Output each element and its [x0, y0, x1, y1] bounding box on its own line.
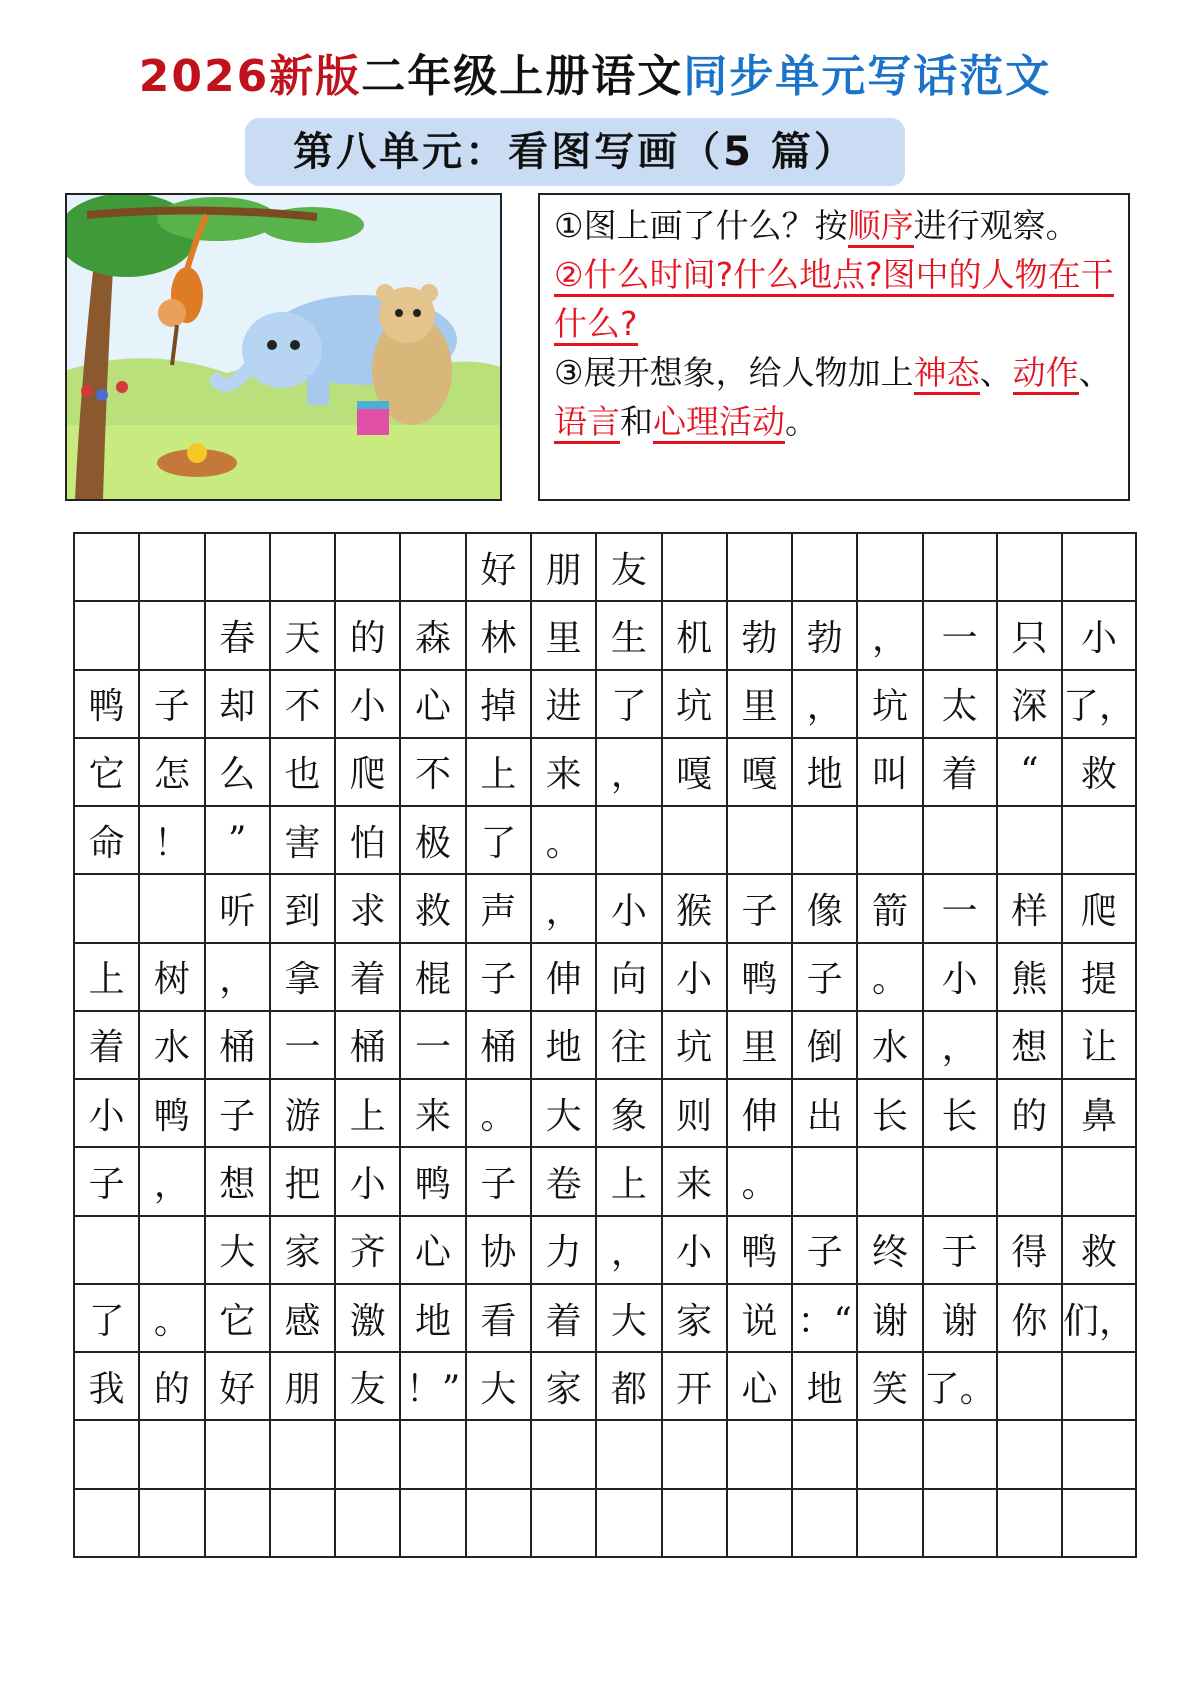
grid-cell: 把	[271, 1148, 336, 1216]
grid-cell	[206, 1421, 271, 1489]
grid-cell: 不	[271, 671, 336, 739]
grid-cell	[858, 534, 923, 602]
hint-1-text-c: 进行观察。	[913, 206, 1079, 245]
grid-cell: 熊	[998, 944, 1063, 1012]
grid-cell	[206, 1490, 271, 1558]
grid-cell	[858, 807, 923, 875]
grid-cell	[924, 1421, 998, 1489]
grid-cell	[271, 534, 336, 602]
grid-cell: 地	[532, 1012, 597, 1080]
grid-cell: 嘎	[663, 739, 728, 807]
hint-3-keyword-expression: 神态	[914, 353, 980, 395]
hint-2	[554, 250, 1114, 348]
grid-cell: 。	[467, 1080, 532, 1148]
grid-cell: 长	[858, 1080, 923, 1148]
hint-3-end: 。	[785, 402, 818, 441]
grid-cell: 的	[336, 602, 401, 670]
title-topic: 同步单元写话范文	[683, 51, 1052, 102]
grid-cell: 上	[75, 944, 140, 1012]
grid-cell	[206, 534, 271, 602]
grid-cell: 小	[597, 875, 662, 943]
grid-cell: 一	[924, 602, 998, 670]
grid-cell	[597, 1421, 662, 1489]
grid-cell: 爬	[1063, 875, 1137, 943]
grid-cell	[75, 602, 140, 670]
grid-cell: 勃	[728, 602, 793, 670]
grid-cell: 齐	[336, 1217, 401, 1285]
grid-cell	[467, 1421, 532, 1489]
grid-cell: 上	[467, 739, 532, 807]
grid-cell: 大	[532, 1080, 597, 1148]
grid-cell	[336, 1490, 401, 1558]
grid-cell: 好	[467, 534, 532, 602]
grid-cell: 心	[728, 1353, 793, 1421]
grid-cell: 都	[597, 1353, 662, 1421]
grid-cell: 谢	[924, 1285, 998, 1353]
grid-cell: 小	[1063, 602, 1137, 670]
hint-3-text-a: ③展开想象，给人物加上	[554, 353, 914, 392]
grid-cell: 桶	[336, 1012, 401, 1080]
hint-3-and: 和	[620, 402, 653, 441]
grid-cell: 了	[597, 671, 662, 739]
grid-cell	[1063, 807, 1137, 875]
grid-cell: 却	[206, 671, 271, 739]
grid-cell: 像	[793, 875, 858, 943]
grid-cell: 棍	[401, 944, 466, 1012]
hint-3-sep-2: 、	[1078, 353, 1112, 392]
grid-cell: 卷	[532, 1148, 597, 1216]
grid-cell	[467, 1490, 532, 1558]
grid-cell	[140, 1490, 205, 1558]
grid-cell: 则	[663, 1080, 728, 1148]
grid-cell	[140, 602, 205, 670]
grid-cell: 上	[597, 1148, 662, 1216]
grid-cell: 它	[206, 1285, 271, 1353]
grid-cell: 得	[998, 1217, 1063, 1285]
hint-3-keyword-psychology: 心理活动	[653, 402, 785, 444]
grid-cell: 林	[467, 602, 532, 670]
grid-cell: 朋	[271, 1353, 336, 1421]
grid-cell: 心	[401, 671, 466, 739]
grid-cell: 鸭	[75, 671, 140, 739]
grid-cell	[75, 534, 140, 602]
hint-1	[554, 201, 1114, 250]
grid-cell: 友	[597, 534, 662, 602]
grid-cell	[924, 807, 998, 875]
grid-cell: 的	[140, 1353, 205, 1421]
grid-cell: 谢	[858, 1285, 923, 1353]
grid-cell: 么	[206, 739, 271, 807]
grid-cell: 鸭	[728, 944, 793, 1012]
grid-cell: 嘎	[728, 739, 793, 807]
grid-cell	[532, 1421, 597, 1489]
grid-cell	[1063, 1421, 1137, 1489]
grid-cell	[858, 1421, 923, 1489]
grid-cell: 子	[793, 1217, 858, 1285]
grid-cell: 坑	[663, 671, 728, 739]
grid-cell: 激	[336, 1285, 401, 1353]
grid-cell: 深	[998, 671, 1063, 739]
grid-cell: 笑	[858, 1353, 923, 1421]
grid-cell: 说	[728, 1285, 793, 1353]
grid-cell: “	[998, 739, 1063, 807]
grid-cell: 终	[858, 1217, 923, 1285]
grid-cell: 怎	[140, 739, 205, 807]
page-title	[0, 40, 1190, 104]
grid-cell: 机	[663, 602, 728, 670]
grid-cell	[597, 1490, 662, 1558]
grid-cell: 倒	[793, 1012, 858, 1080]
grid-cell	[271, 1490, 336, 1558]
grid-cell: 鸭	[401, 1148, 466, 1216]
grid-cell: 水	[858, 1012, 923, 1080]
grid-cell: 听	[206, 875, 271, 943]
grid-cell	[858, 1490, 923, 1558]
grid-cell: 朋	[532, 534, 597, 602]
hint-3-keyword-language: 语言	[554, 402, 620, 444]
grid-cell: 子	[728, 875, 793, 943]
grid-cell: 家	[532, 1353, 597, 1421]
grid-cell	[140, 1421, 205, 1489]
grid-cell: 游	[271, 1080, 336, 1148]
grid-cell: 一	[271, 1012, 336, 1080]
grid-cell: 掉	[467, 671, 532, 739]
grid-cell: 只	[998, 602, 1063, 670]
grid-cell	[140, 875, 205, 943]
grid-cell	[401, 1421, 466, 1489]
grid-cell	[1063, 1353, 1137, 1421]
grid-cell: 猴	[663, 875, 728, 943]
grid-cell: 声	[467, 875, 532, 943]
grid-cell: 伸	[532, 944, 597, 1012]
grid-cell	[140, 534, 205, 602]
grid-cell: 命	[75, 807, 140, 875]
grid-cell: 让	[1063, 1012, 1137, 1080]
grid-cell	[597, 807, 662, 875]
grid-cell: 生	[597, 602, 662, 670]
grid-cell	[728, 534, 793, 602]
grid-cell: 们，	[1063, 1285, 1137, 1353]
grid-cell: 协	[467, 1217, 532, 1285]
grid-cell: 坑	[663, 1012, 728, 1080]
grid-cell	[1063, 534, 1137, 602]
grid-cell	[998, 1490, 1063, 1558]
grid-cell	[1063, 1148, 1137, 1216]
grid-cell: 。	[728, 1148, 793, 1216]
grid-cell: 地	[793, 1353, 858, 1421]
grid-cell: 春	[206, 602, 271, 670]
grid-cell: 想	[998, 1012, 1063, 1080]
grid-cell	[924, 1490, 998, 1558]
grid-cell: 力	[532, 1217, 597, 1285]
grid-cell: ，	[793, 671, 858, 739]
grid-cell: 桶	[467, 1012, 532, 1080]
grid-cell: 象	[597, 1080, 662, 1148]
hint-1-text-a: ①图上画了什么？按	[554, 206, 848, 245]
grid-cell: 感	[271, 1285, 336, 1353]
grid-cell: 进	[532, 671, 597, 739]
grid-cell	[998, 1148, 1063, 1216]
grid-cell	[998, 1353, 1063, 1421]
grid-cell	[75, 1490, 140, 1558]
grid-cell	[75, 1421, 140, 1489]
grid-cell: 小	[663, 944, 728, 1012]
grid-cell: 不	[401, 739, 466, 807]
grid-cell	[998, 534, 1063, 602]
grid-cell: 往	[597, 1012, 662, 1080]
grid-cell: 着	[532, 1285, 597, 1353]
grid-cell: ，	[858, 602, 923, 670]
grid-cell: 伸	[728, 1080, 793, 1148]
grid-cell: 地	[401, 1285, 466, 1353]
grid-cell: 它	[75, 739, 140, 807]
grid-cell: ！”	[401, 1353, 466, 1421]
grid-cell: 看	[467, 1285, 532, 1353]
grid-cell: 树	[140, 944, 205, 1012]
title-year: 2026新版	[138, 51, 362, 102]
grid-cell: 拿	[271, 944, 336, 1012]
grid-cell: 小	[336, 671, 401, 739]
grid-cell: 到	[271, 875, 336, 943]
grid-cell: 里	[728, 1012, 793, 1080]
grid-cell: 子	[140, 671, 205, 739]
grid-cell: 求	[336, 875, 401, 943]
grid-cell: 天	[271, 602, 336, 670]
grid-cell: ！	[140, 807, 205, 875]
hint-3-keyword-action: 动作	[1013, 353, 1079, 395]
grid-cell	[663, 1490, 728, 1558]
grid-cell: 鸭	[140, 1080, 205, 1148]
grid-cell	[998, 807, 1063, 875]
grid-cell: 救	[401, 875, 466, 943]
grid-cell: 箭	[858, 875, 923, 943]
grid-cell: 里	[532, 602, 597, 670]
grid-cell: ，	[140, 1148, 205, 1216]
grid-cell	[858, 1148, 923, 1216]
grid-cell: 坑	[858, 671, 923, 739]
grid-cell: 大	[467, 1353, 532, 1421]
grid-cell: 子	[206, 1080, 271, 1148]
grid-cell	[924, 534, 998, 602]
grid-cell: 于	[924, 1217, 998, 1285]
grid-cell: 大	[206, 1217, 271, 1285]
grid-cell	[793, 1421, 858, 1489]
grid-cell: 怕	[336, 807, 401, 875]
grid-cell: 来	[532, 739, 597, 807]
grid-cell	[793, 1490, 858, 1558]
grid-cell: 的	[998, 1080, 1063, 1148]
title-grade: 二年级上册语文	[361, 51, 684, 102]
grid-cell: 你	[998, 1285, 1063, 1353]
grid-cell	[75, 875, 140, 943]
grid-cell: 子	[75, 1148, 140, 1216]
grid-cell: 救	[1063, 739, 1137, 807]
grid-cell: 小	[336, 1148, 401, 1216]
grid-cell	[140, 1217, 205, 1285]
grid-cell: 救	[1063, 1217, 1137, 1285]
grid-cell: 来	[663, 1148, 728, 1216]
grid-cell	[75, 1217, 140, 1285]
grid-cell: 也	[271, 739, 336, 807]
grid-cell: 开	[663, 1353, 728, 1421]
grid-cell: 极	[401, 807, 466, 875]
grid-cell: 了	[467, 807, 532, 875]
grid-cell: 叫	[858, 739, 923, 807]
writing-hints	[538, 193, 1130, 501]
grid-cell: 小	[75, 1080, 140, 1148]
hint-3-sep-1: 、	[979, 353, 1013, 392]
grid-cell	[532, 1490, 597, 1558]
hint-2-text: ②什么时间?什么地点?图中的人物在干什么?	[554, 255, 1114, 346]
grid-cell	[924, 1148, 998, 1216]
grid-cell: 了。	[924, 1353, 998, 1421]
grid-cell: 长	[924, 1080, 998, 1148]
grid-cell	[401, 534, 466, 602]
grid-cell	[1063, 1490, 1137, 1558]
grid-cell: 地	[793, 739, 858, 807]
grid-cell: 小	[663, 1217, 728, 1285]
grid-cell: 大	[597, 1285, 662, 1353]
grid-cell	[663, 534, 728, 602]
grid-cell: 友	[336, 1353, 401, 1421]
grid-cell	[336, 1421, 401, 1489]
grid-cell	[401, 1490, 466, 1558]
grid-cell: ，	[924, 1012, 998, 1080]
grid-cell: 子	[467, 1148, 532, 1216]
grid-cell: 家	[663, 1285, 728, 1353]
grid-cell	[336, 534, 401, 602]
grid-cell: 着	[924, 739, 998, 807]
writing-grid	[73, 532, 1137, 1558]
grid-cell: 。	[140, 1285, 205, 1353]
grid-cell: 。	[858, 944, 923, 1012]
grid-cell: 里	[728, 671, 793, 739]
grid-cell: 想	[206, 1148, 271, 1216]
grid-cell	[663, 1421, 728, 1489]
grid-cell	[728, 807, 793, 875]
grid-cell: 太	[924, 671, 998, 739]
unit-subtitle: 第八单元：看图写画（5 篇）	[245, 118, 905, 186]
grid-cell	[998, 1421, 1063, 1489]
grid-cell: 好	[206, 1353, 271, 1421]
grid-cell: 向	[597, 944, 662, 1012]
grid-cell	[728, 1421, 793, 1489]
grid-cell: 心	[401, 1217, 466, 1285]
grid-cell: 一	[401, 1012, 466, 1080]
grid-cell: 爬	[336, 739, 401, 807]
story-illustration	[65, 193, 502, 501]
grid-cell: 着	[75, 1012, 140, 1080]
hint-3	[554, 348, 1114, 446]
grid-cell: 样	[998, 875, 1063, 943]
grid-cell: 害	[271, 807, 336, 875]
grid-cell	[793, 1148, 858, 1216]
grid-cell	[728, 1490, 793, 1558]
grid-cell: ”	[206, 807, 271, 875]
grid-cell: 了，	[1063, 671, 1137, 739]
grid-cell: ，	[532, 875, 597, 943]
hint-1-keyword: 顺序	[848, 206, 914, 248]
grid-cell: ，	[597, 1217, 662, 1285]
grid-cell: 鸭	[728, 1217, 793, 1285]
grid-cell: ，	[597, 739, 662, 807]
grid-cell: ，	[206, 944, 271, 1012]
grid-cell: 鼻	[1063, 1080, 1137, 1148]
grid-cell	[663, 807, 728, 875]
grid-cell: 水	[140, 1012, 205, 1080]
grid-cell: 提	[1063, 944, 1137, 1012]
grid-cell: 家	[271, 1217, 336, 1285]
grid-cell: 勃	[793, 602, 858, 670]
grid-cell: 出	[793, 1080, 858, 1148]
grid-cell: 。	[532, 807, 597, 875]
grid-cell: 我	[75, 1353, 140, 1421]
grid-cell: 小	[924, 944, 998, 1012]
grid-cell	[793, 807, 858, 875]
grid-cell: 森	[401, 602, 466, 670]
grid-cell: 着	[336, 944, 401, 1012]
grid-cell	[793, 534, 858, 602]
grid-cell: ：“	[793, 1285, 858, 1353]
grid-cell: 了	[75, 1285, 140, 1353]
grid-cell: 一	[924, 875, 998, 943]
grid-cell: 来	[401, 1080, 466, 1148]
grid-cell: 子	[793, 944, 858, 1012]
grid-cell: 上	[336, 1080, 401, 1148]
grid-cell: 子	[467, 944, 532, 1012]
grid-cell: 桶	[206, 1012, 271, 1080]
grid-cell	[271, 1421, 336, 1489]
